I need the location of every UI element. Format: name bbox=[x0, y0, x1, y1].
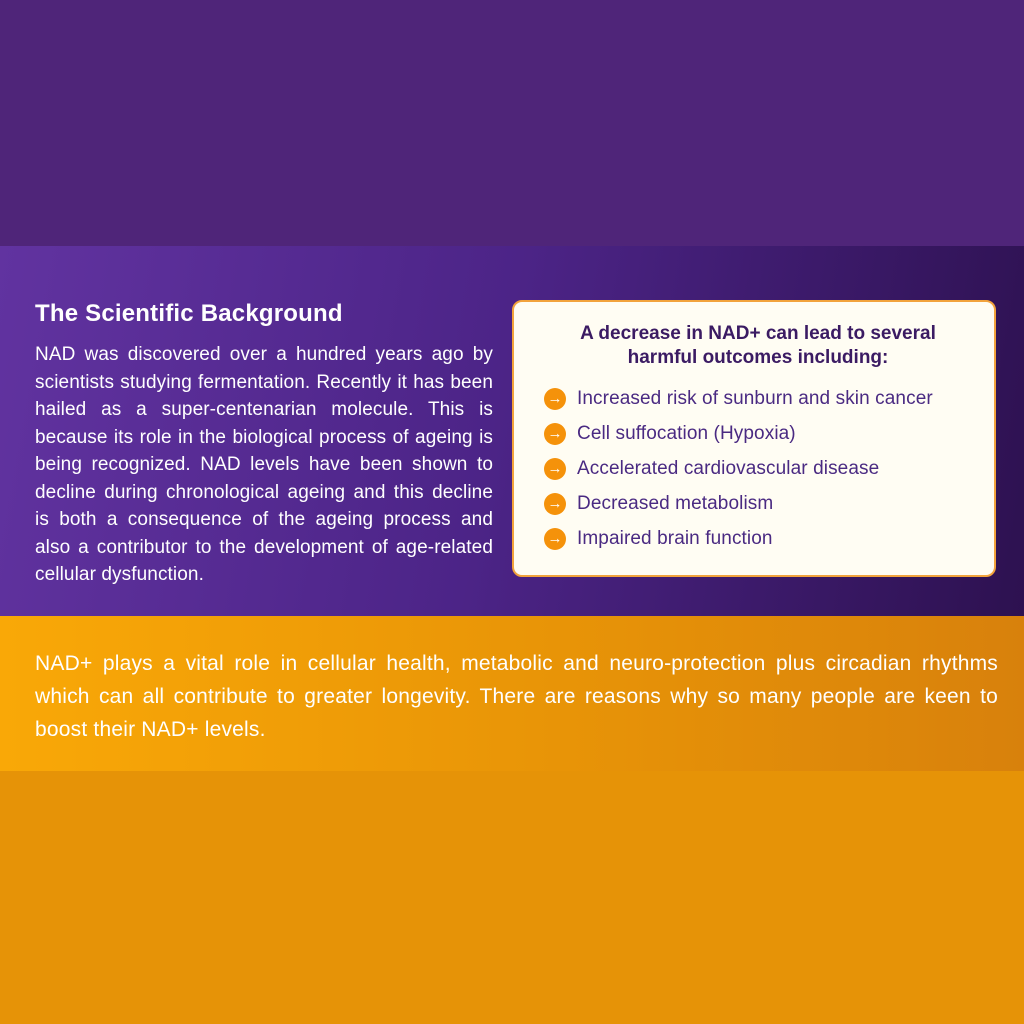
bottom-orange-band bbox=[0, 771, 1024, 1024]
list-item-label: Cell suffocation (Hypoxia) bbox=[577, 423, 796, 444]
scientific-background-section bbox=[0, 246, 1024, 616]
list-item bbox=[544, 388, 972, 410]
arrow-right-circle-icon: → bbox=[544, 458, 566, 480]
outcomes-card-heading: A decrease in NAD+ can lead to several harmful outcomes including: bbox=[580, 323, 936, 368]
scientific-background-column bbox=[35, 300, 493, 589]
list-item bbox=[544, 423, 972, 445]
list-item-label: Increased risk of sunburn and skin cancer bbox=[577, 388, 933, 409]
list-item-label: Decreased metabolism bbox=[577, 493, 774, 514]
list-item bbox=[544, 528, 972, 550]
list-item bbox=[544, 493, 972, 515]
vital-role-banner bbox=[0, 616, 1024, 771]
arrow-right-circle-icon: → bbox=[544, 423, 566, 445]
banner-paragraph: NAD+ plays a vital role in cellular health, metabolic and neuro-protection plus circadian rhythms which can all contribute to greater longevity. There are reasons why so many people are keen to boost their NAD+ levels. bbox=[35, 652, 998, 741]
top-purple-band bbox=[0, 0, 1024, 246]
arrow-right-circle-icon: → bbox=[544, 528, 566, 550]
list-item-label: Accelerated cardiovascular disease bbox=[577, 458, 880, 479]
arrow-right-circle-icon: → bbox=[544, 388, 566, 410]
outcomes-card bbox=[512, 300, 996, 577]
section-title: The Scientific Background bbox=[35, 300, 343, 327]
section-body-paragraph: NAD was discovered over a hundred years ago by scientists studying fermentation. Recently it has been hailed as a super-centenarian molecule. This is because its role in the biological process of ageing is being recognized. NAD levels have been shown to decline during chronological ageing and this decline is both a consequence of the ageing process and also a contributor to the development of age-related cellular dysfunction. bbox=[35, 344, 493, 585]
list-item-label: Impaired brain function bbox=[577, 528, 773, 549]
outcomes-list bbox=[544, 388, 972, 550]
list-item bbox=[544, 458, 972, 480]
arrow-right-circle-icon: → bbox=[544, 493, 566, 515]
